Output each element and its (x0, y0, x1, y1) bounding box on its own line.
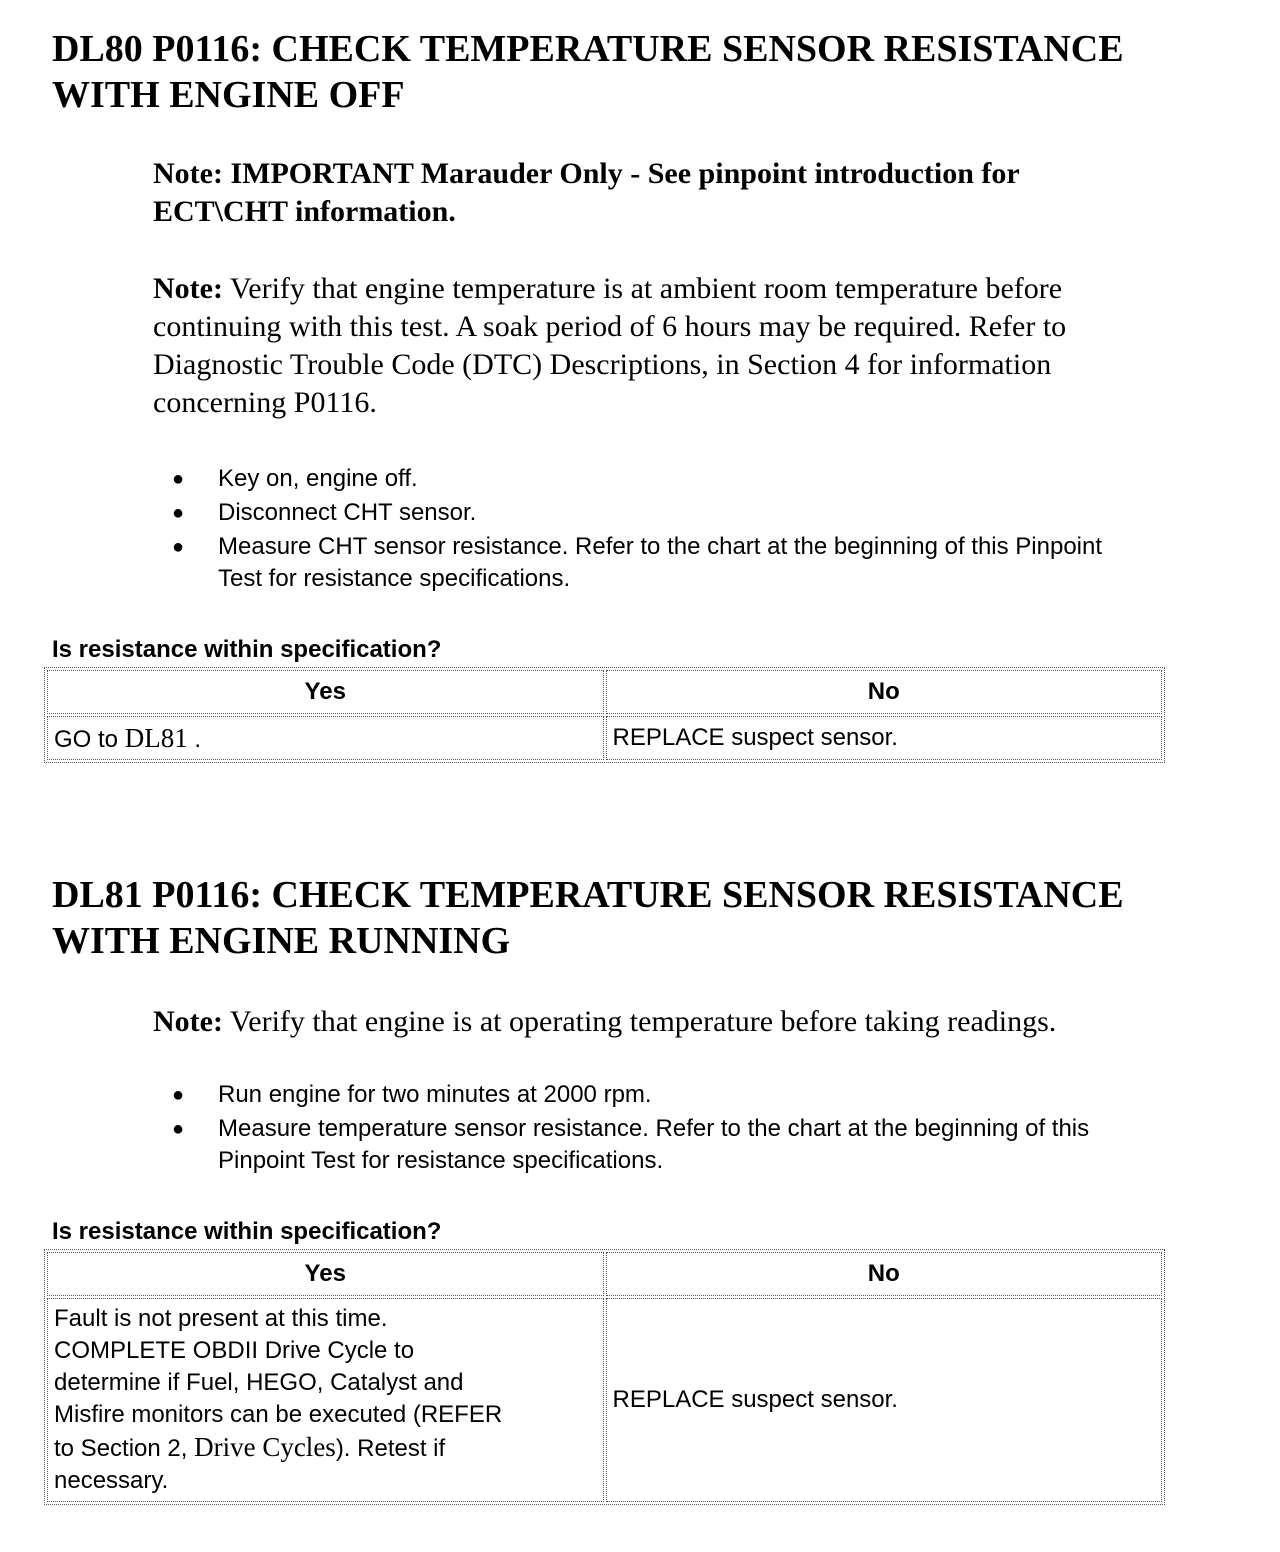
dl81-title-line1: DL81 P0116: CHECK TEMPERATURE SENSOR RESISTANCE (52, 874, 1124, 916)
table-header-row (47, 670, 1162, 714)
bullet-icon: ● (172, 468, 185, 490)
no-header: No (606, 670, 1163, 714)
yes-header: Yes (47, 670, 604, 714)
go-to-label: GO to (54, 725, 119, 753)
bullet-icon: ● (172, 502, 185, 524)
dl80-verify-note-label: Note: (153, 272, 223, 305)
dl80-title-line2: WITH ENGINE OFF (52, 74, 405, 116)
list-item: ● Measure temperature sensor resistance. Refer to the chart at the beginning of this Pinpoint Test for resistance specifications. (172, 1115, 1090, 1174)
bullet-icon: ● (172, 536, 185, 558)
list-item: ● Disconnect CHT sensor. (218, 497, 1258, 529)
dl81-title-line2: WITH ENGINE RUNNING (52, 920, 511, 962)
dl80-important-note-line2: ECT\CHT information. (153, 195, 456, 228)
dl80-important-note (153, 155, 1193, 231)
list-item: ● Key on, engine off. (218, 463, 1258, 495)
go-to-end: . (187, 725, 202, 753)
yes-cell: Fault is not present at this time. COMPLETE OBDII Drive Cycle to determine if Fuel, HEGO, Catalyst and Misfire monitors can be executed (REFER to Section 2, Drive Cycles). Retest if necessary. (47, 1298, 604, 1502)
dl81-question: Is resistance within specification? (52, 1218, 442, 1245)
dl81-verify-note-label: Note: (153, 1005, 223, 1038)
drive-cycles-link[interactable]: Drive Cycles (194, 1432, 336, 1462)
dl80-result-table (44, 667, 1165, 763)
bullet-icon: ● (172, 1084, 185, 1106)
yes-cell (47, 716, 604, 760)
dl81-verify-note (153, 1003, 1253, 1041)
dl80-verify-note-line2: continuing with this test. A soak period of 6 hours may be required. Refer to (153, 310, 1067, 343)
dl81-steps-list (172, 1079, 1258, 1177)
dl81-verify-note-text: Verify that engine is at operating temperature before taking readings. (222, 1005, 1057, 1038)
list-item: ● Run engine for two minutes at 2000 rpm. (218, 1079, 1258, 1111)
dl80-verify-note (153, 270, 1193, 422)
yes-header: Yes (47, 1252, 604, 1296)
no-header: No (606, 1252, 1163, 1296)
table-row (47, 716, 1162, 760)
table-row (47, 1298, 1162, 1502)
dl80-verify-note-line1: Verify that engine temperature is at ambient room temperature before (222, 272, 1063, 305)
dl80-steps-list (172, 463, 1258, 595)
dl80-question: Is resistance within specification? (52, 636, 442, 663)
dl80-verify-note-line3: Diagnostic Trouble Code (DTC) Descriptions, in Section 4 for information (153, 348, 1052, 381)
no-cell: REPLACE suspect sensor. (606, 716, 1163, 760)
dl81-result-table (44, 1249, 1165, 1505)
bullet-icon: ● (172, 1118, 185, 1140)
dl81-title (52, 872, 1232, 964)
table-header-row (47, 1252, 1162, 1296)
dl81-link[interactable]: DL81 (124, 722, 188, 753)
list-item: ● Measure CHT sensor resistance. Refer to the chart at the beginning of this Pinpoint Test for resistance specifications. (172, 533, 1103, 592)
dl80-title-line1: DL80 P0116: CHECK TEMPERATURE SENSOR RESISTANCE (52, 28, 1124, 70)
dl80-important-note-line1: Note: IMPORTANT Marauder Only - See pinpoint introduction for (153, 157, 1020, 190)
dl80-title (52, 26, 1232, 118)
dl80-verify-note-line4: concerning P0116. (153, 386, 377, 419)
no-cell: REPLACE suspect sensor. (606, 1298, 1163, 1502)
